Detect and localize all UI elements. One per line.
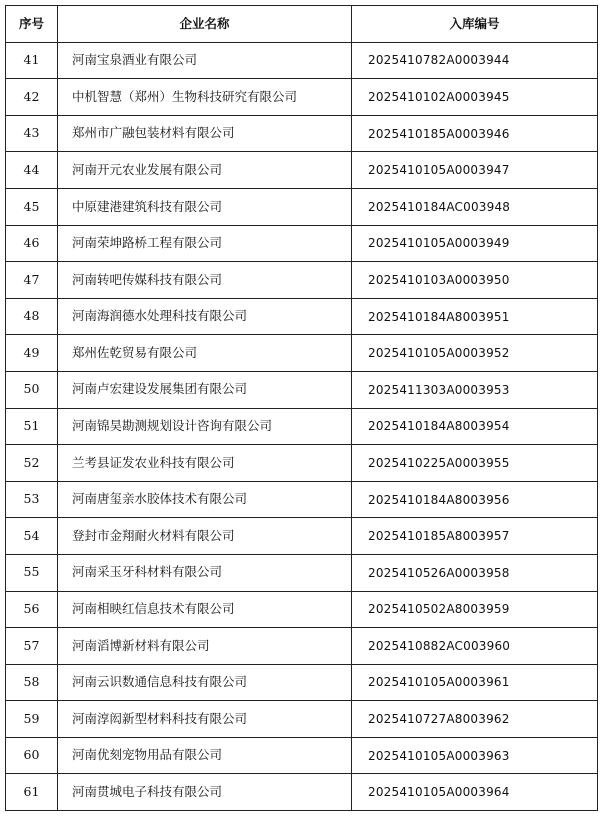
table-row (6, 152, 598, 189)
table-row (6, 42, 598, 79)
serial-number-cell: 47 (6, 262, 58, 299)
enterprise-table (5, 5, 598, 811)
registration-number-cell: 2025410185A8003957 (352, 518, 598, 555)
serial-number-cell: 46 (6, 225, 58, 262)
company-name-cell: 河南贯城电子科技有限公司 (58, 774, 352, 811)
serial-number-cell: 58 (6, 664, 58, 701)
company-name-cell: 兰考县证发农业科技有限公司 (58, 445, 352, 482)
table-row (6, 371, 598, 408)
serial-number-cell: 43 (6, 115, 58, 152)
registration-number-cell: 2025410103A0003950 (352, 262, 598, 299)
table-row (6, 481, 598, 518)
registration-number-cell: 2025410105A0003964 (352, 774, 598, 811)
table-row (6, 518, 598, 555)
serial-number-cell: 50 (6, 371, 58, 408)
company-name-cell: 中机智慧（郑州）生物科技研究有限公司 (58, 79, 352, 116)
registration-number-cell: 2025410102A0003945 (352, 79, 598, 116)
registration-number-cell: 2025410105A0003961 (352, 664, 598, 701)
table-header (6, 6, 598, 43)
registration-number-cell: 2025410184A8003951 (352, 298, 598, 335)
registration-number-cell: 2025410184AC003948 (352, 188, 598, 225)
table-row (6, 701, 598, 738)
registration-number-cell: 2025410727A8003962 (352, 701, 598, 738)
header-company-name: 企业名称 (58, 6, 352, 43)
table-row (6, 188, 598, 225)
serial-number-cell: 51 (6, 408, 58, 445)
table-row (6, 737, 598, 774)
registration-number-cell: 2025410502A8003959 (352, 591, 598, 628)
table-row (6, 408, 598, 445)
table-row (6, 225, 598, 262)
company-name-cell: 河南滔博新材料有限公司 (58, 628, 352, 665)
company-name-cell: 河南采玉牙科材料有限公司 (58, 554, 352, 591)
registration-number-cell: 2025410184A8003954 (352, 408, 598, 445)
registration-number-cell: 2025410105A0003949 (352, 225, 598, 262)
serial-number-cell: 45 (6, 188, 58, 225)
table-row (6, 591, 598, 628)
company-name-cell: 河南宝泉酒业有限公司 (58, 42, 352, 79)
registration-number-cell: 2025410105A0003963 (352, 737, 598, 774)
header-registration-number: 入库编号 (352, 6, 598, 43)
header-row (6, 6, 598, 43)
table-row (6, 628, 598, 665)
table-row (6, 445, 598, 482)
table-row (6, 298, 598, 335)
serial-number-cell: 54 (6, 518, 58, 555)
serial-number-cell: 52 (6, 445, 58, 482)
company-name-cell: 河南开元农业发展有限公司 (58, 152, 352, 189)
table-row (6, 79, 598, 116)
serial-number-cell: 44 (6, 152, 58, 189)
serial-number-cell: 59 (6, 701, 58, 738)
serial-number-cell: 41 (6, 42, 58, 79)
serial-number-cell: 49 (6, 335, 58, 372)
company-name-cell: 河南转吧传媒科技有限公司 (58, 262, 352, 299)
company-name-cell: 登封市金翔耐火材料有限公司 (58, 518, 352, 555)
serial-number-cell: 48 (6, 298, 58, 335)
registration-number-cell: 2025410105A0003952 (352, 335, 598, 372)
company-name-cell: 郑州佐乾贸易有限公司 (58, 335, 352, 372)
table-row (6, 335, 598, 372)
company-name-cell: 河南相映红信息技术有限公司 (58, 591, 352, 628)
serial-number-cell: 61 (6, 774, 58, 811)
serial-number-cell: 57 (6, 628, 58, 665)
table-row (6, 554, 598, 591)
table-row (6, 262, 598, 299)
company-name-cell: 河南淳闳新型材料科技有限公司 (58, 701, 352, 738)
company-name-cell: 河南优刻宠物用品有限公司 (58, 737, 352, 774)
registration-number-cell: 2025410225A0003955 (352, 445, 598, 482)
table-row (6, 115, 598, 152)
company-name-cell: 河南海润德水处理科技有限公司 (58, 298, 352, 335)
enterprise-table-container (5, 5, 597, 811)
registration-number-cell: 2025410882AC003960 (352, 628, 598, 665)
company-name-cell: 郑州市广融包装材料有限公司 (58, 115, 352, 152)
table-row (6, 664, 598, 701)
company-name-cell: 河南云识数通信息科技有限公司 (58, 664, 352, 701)
company-name-cell: 河南锦昊勘测规划设计咨询有限公司 (58, 408, 352, 445)
registration-number-cell: 2025410782A0003944 (352, 42, 598, 79)
company-name-cell: 河南荣坤路桥工程有限公司 (58, 225, 352, 262)
serial-number-cell: 60 (6, 737, 58, 774)
registration-number-cell: 2025410184A8003956 (352, 481, 598, 518)
company-name-cell: 河南卢宏建设发展集团有限公司 (58, 371, 352, 408)
serial-number-cell: 42 (6, 79, 58, 116)
serial-number-cell: 55 (6, 554, 58, 591)
table-row (6, 774, 598, 811)
registration-number-cell: 2025410185A0003946 (352, 115, 598, 152)
company-name-cell: 河南唐玺亲水胶体技术有限公司 (58, 481, 352, 518)
registration-number-cell: 2025410526A0003958 (352, 554, 598, 591)
registration-number-cell: 2025411303A0003953 (352, 371, 598, 408)
registration-number-cell: 2025410105A0003947 (352, 152, 598, 189)
header-serial-number: 序号 (6, 6, 58, 43)
company-name-cell: 中原建港建筑科技有限公司 (58, 188, 352, 225)
table-body (6, 42, 598, 810)
serial-number-cell: 53 (6, 481, 58, 518)
serial-number-cell: 56 (6, 591, 58, 628)
